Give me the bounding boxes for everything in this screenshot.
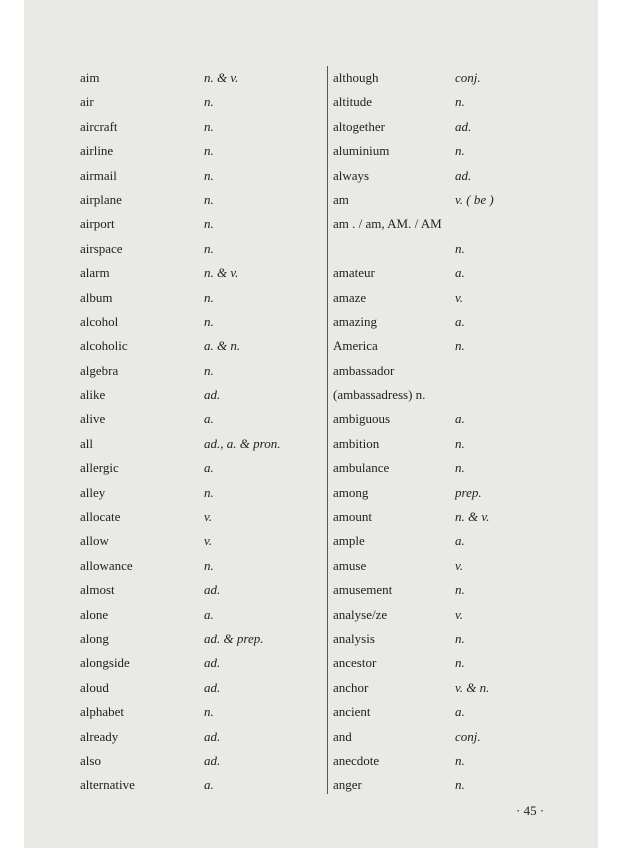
entry-part-of-speech: n.: [204, 94, 214, 110]
entry-word: along: [80, 630, 109, 646]
entry-word: amazing: [333, 313, 378, 329]
entry-part-of-speech: n. & v.: [204, 265, 239, 281]
entry-part-of-speech: n.: [455, 94, 465, 110]
entry-row: [80, 505, 325, 529]
dictionary-page: [24, 0, 598, 848]
entry-word: ambassador: [333, 362, 395, 378]
entry-row: [80, 700, 325, 724]
entry-row: [80, 212, 325, 236]
entry-row: [80, 261, 325, 285]
entry-row: [333, 505, 573, 529]
entry-word: allocate: [80, 509, 121, 525]
entry-part-of-speech: n. & v.: [455, 509, 490, 525]
entry-row: [80, 164, 325, 188]
entry-word: also: [80, 752, 101, 768]
entry-row: [80, 115, 325, 139]
entry-part-of-speech: n.: [204, 313, 214, 329]
entry-part-of-speech: ad.: [204, 582, 221, 598]
entry-part-of-speech: n. & v.: [204, 70, 239, 85]
entry-part-of-speech: a.: [204, 411, 214, 427]
entry-word: although: [333, 70, 379, 85]
entry-row: [80, 456, 325, 480]
entry-word: aluminium: [333, 143, 390, 159]
entry-part-of-speech: ad.: [204, 728, 221, 744]
entry-row: [80, 651, 325, 675]
entry-row: [333, 383, 573, 407]
entry-part-of-speech: prep.: [455, 484, 482, 500]
entry-word: album: [80, 289, 113, 305]
entry-word: (ambassadress) n.: [333, 387, 426, 403]
entry-row: [333, 334, 573, 358]
entry-part-of-speech: a.: [204, 460, 214, 476]
entry-part-of-speech: a. & n.: [204, 338, 241, 354]
entry-part-of-speech: a.: [455, 533, 465, 549]
entry-part-of-speech: v.: [204, 533, 213, 549]
entry-part-of-speech: n.: [204, 191, 214, 207]
entry-word: alone: [80, 606, 109, 622]
entry-row: [80, 286, 325, 310]
entry-row: [333, 749, 573, 773]
entry-row: [333, 773, 573, 797]
entry-part-of-speech: n.: [204, 143, 214, 159]
entry-row: [80, 432, 325, 456]
entry-part-of-speech: n.: [455, 655, 465, 671]
entry-word: and: [333, 728, 352, 744]
entry-part-of-speech: ad.: [204, 655, 221, 671]
entry-part-of-speech: v. & n.: [455, 679, 490, 695]
entry-word: alive: [80, 411, 106, 427]
entry-row: [80, 773, 325, 797]
entry-row: [80, 554, 325, 578]
entry-row: [333, 700, 573, 724]
entry-word: aircraft: [80, 118, 118, 134]
entry-part-of-speech: n.: [455, 240, 465, 256]
entry-row: [333, 188, 573, 212]
entry-word: airplane: [80, 191, 122, 207]
entry-word: ambition: [333, 435, 380, 451]
entry-part-of-speech: v.: [204, 509, 213, 525]
entry-word: air: [80, 94, 94, 110]
entry-part-of-speech: v.: [455, 557, 464, 573]
entry-row: [80, 603, 325, 627]
entry-word: ambiguous: [333, 411, 391, 427]
entry-part-of-speech: n.: [455, 752, 465, 768]
entry-word: airmail: [80, 167, 117, 183]
entry-word: am . / am, AM. / AM: [333, 216, 442, 232]
entry-part-of-speech: v.: [455, 606, 464, 622]
entry-row: [333, 90, 573, 114]
entry-word: anger: [333, 777, 362, 793]
entry-row: [333, 261, 573, 285]
entry-part-of-speech: ad. & prep.: [204, 630, 264, 646]
entry-word: aim: [80, 70, 100, 85]
entry-word: amaze: [333, 289, 367, 305]
entry-word: allergic: [80, 460, 119, 476]
entry-row: [80, 139, 325, 163]
entry-row: [80, 359, 325, 383]
entry-row: [333, 115, 573, 139]
entry-word: alarm: [80, 265, 110, 281]
entry-row: [333, 627, 573, 651]
entry-row: [333, 725, 573, 749]
entry-part-of-speech: conj.: [455, 728, 481, 744]
entry-part-of-speech: ad., a. & pron.: [204, 435, 281, 451]
entry-row: [333, 456, 573, 480]
entry-part-of-speech: v. ( be ): [455, 191, 494, 207]
entry-word: aloud: [80, 679, 109, 695]
entry-row: [333, 407, 573, 431]
entry-part-of-speech: a.: [455, 313, 465, 329]
entry-row: [80, 383, 325, 407]
entry-part-of-speech: ad.: [455, 167, 472, 183]
entry-part-of-speech: n.: [455, 582, 465, 598]
entry-part-of-speech: n.: [455, 435, 465, 451]
entry-row: [80, 529, 325, 553]
entry-word: alphabet: [80, 704, 125, 720]
entry-part-of-speech: a.: [204, 777, 214, 793]
entry-row: [80, 578, 325, 602]
entry-word: America: [333, 338, 378, 354]
entry-part-of-speech: n.: [204, 216, 214, 232]
entry-row: [333, 310, 573, 334]
entry-part-of-speech: ad.: [455, 118, 472, 134]
entry-row: [80, 627, 325, 651]
entry-word: anecdote: [333, 752, 380, 768]
entry-row: [80, 334, 325, 358]
entry-row: [80, 237, 325, 261]
entry-word: amuse: [333, 557, 367, 573]
entry-row: [333, 529, 573, 553]
entry-part-of-speech: a.: [204, 606, 214, 622]
entry-row: [80, 188, 325, 212]
entry-row: [80, 725, 325, 749]
entry-part-of-speech: ad.: [204, 679, 221, 695]
entry-row: [80, 310, 325, 334]
entry-part-of-speech: n.: [204, 167, 214, 183]
entry-row: [80, 90, 325, 114]
entry-word: altitude: [333, 94, 372, 110]
entry-word: all: [80, 435, 93, 451]
entry-row: [80, 676, 325, 700]
entry-word: allow: [80, 533, 109, 549]
entry-word: alley: [80, 484, 106, 500]
entry-part-of-speech: n.: [204, 484, 214, 500]
entry-word: am: [333, 191, 349, 207]
entry-word: almost: [80, 582, 115, 598]
entry-word: ancestor: [333, 655, 377, 671]
entry-part-of-speech: n.: [455, 143, 465, 159]
entry-row: [333, 651, 573, 675]
entry-row: [80, 749, 325, 773]
entry-word: alongside: [80, 655, 130, 671]
entry-word: amount: [333, 509, 372, 525]
entry-row: [333, 237, 573, 261]
entry-word: alike: [80, 387, 106, 403]
entry-row: [333, 66, 573, 90]
entry-word: airport: [80, 216, 115, 232]
entry-row: [80, 407, 325, 431]
entry-word: always: [333, 167, 370, 183]
left-word-column: [80, 66, 325, 798]
entry-word: analysis: [333, 630, 375, 646]
entry-row: [333, 212, 573, 236]
entry-word: altogether: [333, 118, 385, 134]
entry-word: airline: [80, 143, 114, 159]
page-number: · 45 ·: [516, 803, 545, 818]
entry-row: [333, 432, 573, 456]
entry-part-of-speech: a.: [455, 704, 465, 720]
entry-row: [333, 481, 573, 505]
entry-word: algebra: [80, 362, 119, 378]
entry-part-of-speech: n.: [455, 460, 465, 476]
entry-part-of-speech: a.: [455, 265, 465, 281]
entry-part-of-speech: ad.: [204, 387, 221, 403]
entry-row: [80, 481, 325, 505]
entry-row: [333, 139, 573, 163]
entry-part-of-speech: n.: [204, 118, 214, 134]
entry-row: [333, 359, 573, 383]
entry-part-of-speech: conj.: [455, 70, 481, 85]
right-word-column: [333, 66, 573, 798]
entry-word: airspace: [80, 240, 123, 256]
entry-row: [80, 66, 325, 90]
entry-part-of-speech: n.: [455, 338, 465, 354]
entry-part-of-speech: n.: [204, 704, 214, 720]
entry-part-of-speech: v.: [455, 289, 464, 305]
entry-part-of-speech: n.: [455, 777, 465, 793]
entry-word: allowance: [80, 557, 133, 573]
entry-word: ample: [333, 533, 365, 549]
entry-word: anchor: [333, 679, 369, 695]
entry-part-of-speech: a.: [455, 411, 465, 427]
entry-row: [333, 286, 573, 310]
entry-word: alcoholic: [80, 338, 128, 354]
entry-word: ambulance: [333, 460, 390, 476]
entry-row: [333, 578, 573, 602]
entry-row: [333, 554, 573, 578]
entry-row: [333, 603, 573, 627]
entry-row: [333, 676, 573, 700]
entry-word: amateur: [333, 265, 375, 281]
entry-word: already: [80, 728, 119, 744]
entry-word: ancient: [333, 704, 371, 720]
entry-part-of-speech: n.: [204, 362, 214, 378]
entry-word: amusement: [333, 582, 393, 598]
entry-row: [333, 164, 573, 188]
entry-word: among: [333, 484, 369, 500]
entry-part-of-speech: n.: [204, 289, 214, 305]
entry-word: alternative: [80, 777, 135, 793]
entry-part-of-speech: n.: [204, 240, 214, 256]
entry-part-of-speech: ad.: [204, 752, 221, 768]
entry-part-of-speech: n.: [455, 630, 465, 646]
entry-word: alcohol: [80, 313, 119, 329]
entry-word: analyse/ze: [333, 606, 388, 622]
column-divider: [327, 66, 328, 794]
entry-part-of-speech: n.: [204, 557, 214, 573]
